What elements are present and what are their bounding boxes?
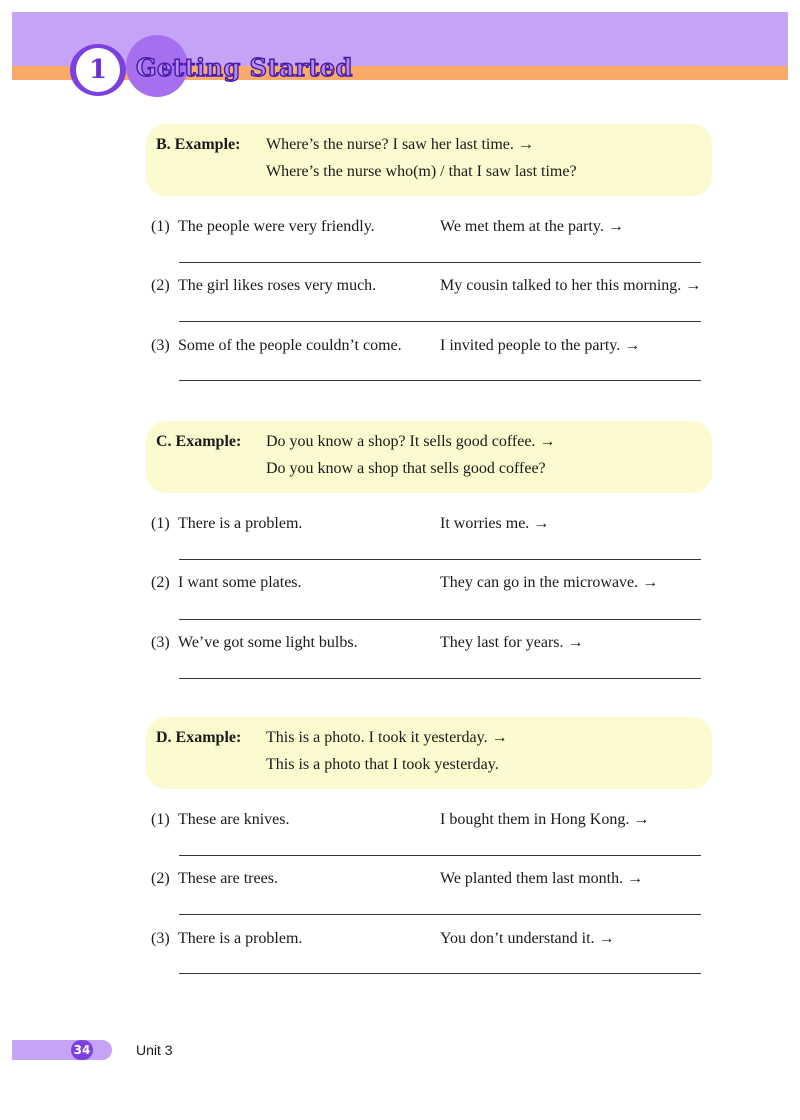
page-number: 34 xyxy=(71,1040,93,1060)
second-sentence: They can go in the microwave. → xyxy=(440,574,659,591)
exercise-b-1 xyxy=(151,218,375,236)
answer-line[interactable] xyxy=(179,262,701,263)
first-sentence: Some of the people couldn’t come. xyxy=(178,337,402,354)
first-sentence: There is a problem. xyxy=(178,515,303,532)
example-box-c xyxy=(146,421,712,493)
exercise-c-3 xyxy=(151,634,358,652)
answer-line[interactable] xyxy=(179,914,701,915)
exercise-d-3 xyxy=(151,930,302,948)
first-sentence: These are trees. xyxy=(178,870,278,887)
exercise-b-3 xyxy=(151,337,402,355)
item-number: (2) xyxy=(151,277,170,294)
example-answer: Where’s the nurse who(m) / that I saw last time? xyxy=(266,163,577,180)
answer-line[interactable] xyxy=(179,973,701,974)
first-sentence: We’ve got some light bulbs. xyxy=(178,634,358,651)
answer-line[interactable] xyxy=(179,559,701,560)
example-answer: This is a photo that I took yesterday. xyxy=(266,756,499,773)
answer-line[interactable] xyxy=(179,380,701,381)
first-sentence: The girl likes roses very much. xyxy=(178,277,377,294)
exercise-c-1 xyxy=(151,515,302,533)
item-number: (1) xyxy=(151,811,170,828)
second-sentence: I invited people to the party. → xyxy=(440,337,641,354)
answer-line[interactable] xyxy=(179,855,701,856)
example-label: C. Example: xyxy=(156,433,242,450)
example-answer: Do you know a shop that sells good coffee? xyxy=(266,460,546,477)
second-sentence: You don’t understand it. → xyxy=(440,930,615,947)
answer-line[interactable] xyxy=(179,619,701,620)
answer-line[interactable] xyxy=(179,678,701,679)
first-sentence: There is a problem. xyxy=(178,930,303,947)
first-sentence: The people were very friendly. xyxy=(178,218,375,235)
example-question: Where’s the nurse? I saw her last time. → xyxy=(266,136,534,153)
example-label: D. Example: xyxy=(156,729,242,746)
example-question: Do you know a shop? It sells good coffee. → xyxy=(266,433,556,450)
example-box-d xyxy=(146,717,712,789)
item-number: (3) xyxy=(151,337,170,354)
second-sentence: They last for years. → xyxy=(440,634,584,651)
page-title: Getting Started xyxy=(136,53,353,82)
second-sentence: I bought them in Hong Kong. → xyxy=(440,811,650,828)
item-number: (1) xyxy=(151,515,170,532)
item-number: (2) xyxy=(151,574,170,591)
first-sentence: These are knives. xyxy=(178,811,290,828)
item-number: (3) xyxy=(151,634,170,651)
footer-bar xyxy=(12,1040,112,1060)
second-sentence: It worries me. → xyxy=(440,515,550,532)
item-number: (2) xyxy=(151,870,170,887)
exercise-b-2 xyxy=(151,277,376,295)
second-sentence: We met them at the party. → xyxy=(440,218,624,235)
section-number: 1 xyxy=(76,48,120,92)
answer-line[interactable] xyxy=(179,321,701,322)
second-sentence: My cousin talked to her this morning. → xyxy=(440,277,702,294)
first-sentence: I want some plates. xyxy=(178,574,302,591)
exercise-c-2 xyxy=(151,574,302,592)
example-box-b xyxy=(146,124,712,196)
item-number: (3) xyxy=(151,930,170,947)
unit-label: Unit 3 xyxy=(136,1042,173,1058)
example-label: B. Example: xyxy=(156,136,241,153)
second-sentence: We planted them last month. → xyxy=(440,870,644,887)
example-question: This is a photo. I took it yesterday. → xyxy=(266,729,508,746)
item-number: (1) xyxy=(151,218,170,235)
exercise-d-1 xyxy=(151,811,290,829)
exercise-d-2 xyxy=(151,870,278,888)
